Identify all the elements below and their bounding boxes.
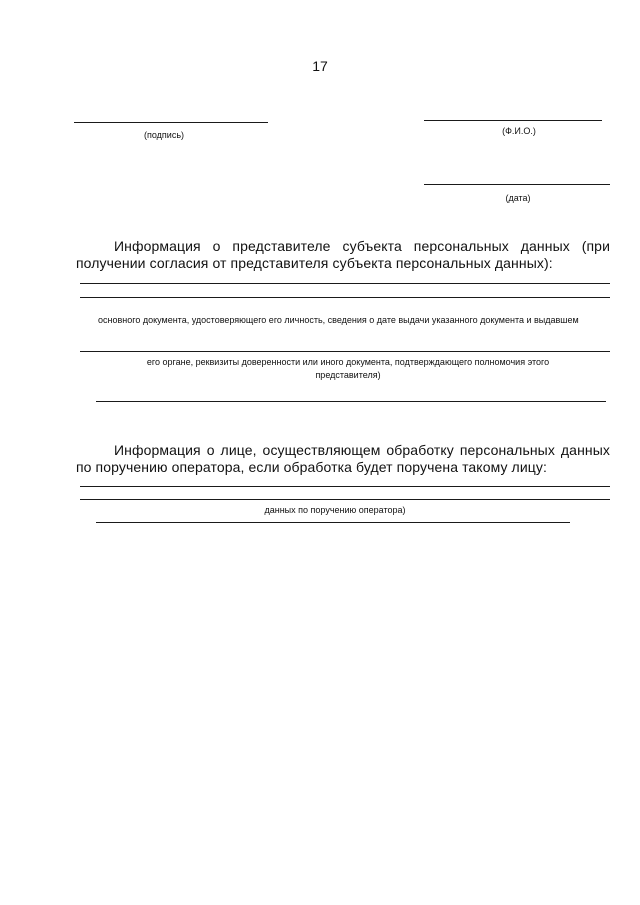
representative-fill-line-1[interactable]: [80, 283, 610, 284]
representative-fill-line-4[interactable]: [96, 401, 606, 402]
processor-fill-line-3[interactable]: [96, 522, 570, 523]
processor-hint: данных по поручению оператора): [264, 505, 406, 515]
full-name-line[interactable]: [424, 120, 602, 121]
page-number: 17: [312, 58, 328, 74]
signature-line[interactable]: [74, 122, 268, 123]
representative-heading: Информация о представителе субъекта персональных данных (при получении согласия от представителя субъекта персональных данных):: [76, 238, 610, 271]
signature-caption: (подпись): [143, 130, 185, 140]
date-line[interactable]: [424, 184, 610, 185]
representative-fill-line-2[interactable]: [80, 297, 610, 298]
representative-authority-hint-end: представителя): [315, 370, 381, 380]
processor-fill-line-2[interactable]: [80, 499, 610, 500]
processor-heading: Информация о лице, осуществляющем обработку персональных данных по поручению оператора, если обработка будет поручена такому лицу:: [76, 442, 610, 475]
representative-fill-line-3[interactable]: [80, 351, 610, 352]
date-caption: (дата): [505, 193, 531, 203]
full-name-caption: (Ф.И.О.): [502, 126, 536, 136]
processor-fill-line-1[interactable]: [80, 486, 610, 487]
representative-document-hint: основного документа, удостоверяющего его личность, сведения о дате выдачи указанного документа и выдавшем: [98, 315, 579, 325]
representative-authority-hint: его органе, реквизиты доверенности или иного документа, подтверждающего полномочия этого: [146, 357, 550, 367]
